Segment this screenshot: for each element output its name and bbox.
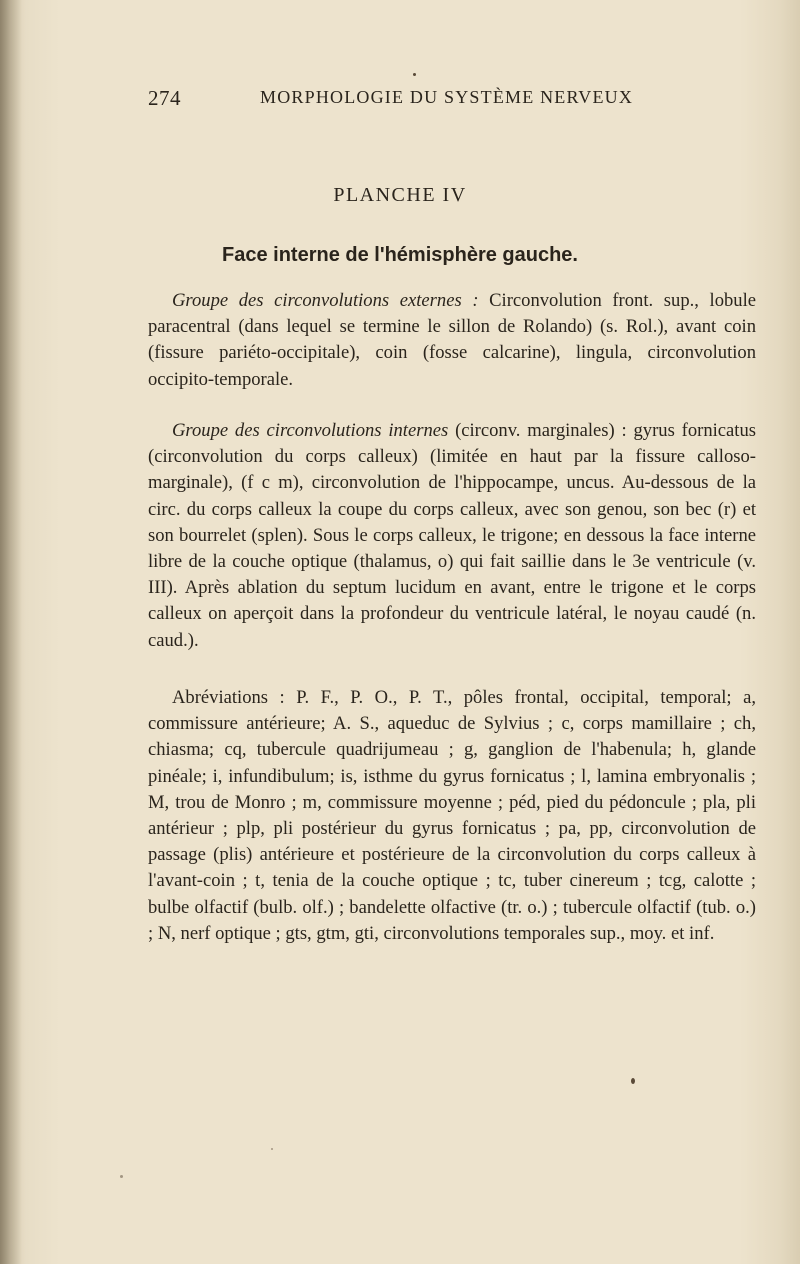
paragraph-internal-gyri	[148, 418, 756, 654]
paragraph-text: Abréviations : P. F., P. O., P. T., pôles frontal, occipital, temporal; a, commissure antérieure; A. S., aqueduc de Sylvius ; c, corps mamillaire ; ch, chiasma; cq, tubercule quadrijumeau ; g, ganglion de l'habenula; h, glande pinéale; i, infundibulum; is, isthme du gyrus fornicatus ; l, lamina embryonalis ; M, trou de Monro ; m, commissure moyenne ; péd, pied du pédoncule ; pla, pli antérieur ; plp, pli postérieur du gyrus fornicatus ; pa, pp, circonvolution de passage (plis) antérieure et postérieure de la circonvolution du corps calleux à l'avant-coin ; t, tenia de la couche optique ; tc, tuber cinereum ; tcg, calotte ; bulbe olfactif (bulb. olf.) ; bandelette olfactive (tr. o.) ; tubercule olfactif (tub. o.) ; N, nerf optique ; gts, gtm, gti, circonvolutions temporales sup., moy. et inf.	[148, 687, 756, 944]
paper-speck	[631, 1078, 635, 1084]
page-number: 274	[148, 86, 181, 110]
paragraph-text: Circonvolution front. sup., lobule paracentral (dans lequel se termine le sillon de Rolando) (s. Rol.), avant coin (fissure pariéto-occipitale), coin (fosse calcarine), lingula, circonvolution occipito-temporale.	[148, 290, 757, 390]
paper-speck	[413, 73, 416, 76]
paragraph-lead: Groupe des circonvolutions internes	[172, 420, 449, 441]
section-title: Face interne de l'hémisphère gauche.	[222, 244, 578, 266]
paragraph-abbreviations	[148, 685, 756, 947]
paragraph-lead: Groupe des circonvolutions externes :	[172, 290, 479, 311]
paper-speck	[271, 1148, 273, 1150]
paper-speck	[120, 1175, 123, 1178]
paragraph-external-gyri	[148, 288, 756, 393]
plate-label: PLANCHE IV	[333, 184, 467, 206]
paragraph-text: (circonv. marginales) : gyrus fornicatus (circonvolution du corps calleux) (limitée en haut par la fissure calloso-marginale), (f c m), circonvolution de l'hippocampe, uncus. Au-dessous de la circ. du corps calleux la coupe du corps calleux, avec son genou, son bec (r) et son bourrelet (splen). Sous le corps calleux, le trigone; en dessous la face interne libre de la couche optique (thalamus, o) qui fait saillie dans le 3e ventricule (v. III). Après ablation du septum lucidum en avant, entre le trigone et le corps calleux on aperçoit dans la profondeur du ventricule latéral, le noyau caudé (n. caud.).	[148, 420, 756, 651]
running-title: MORPHOLOGIE DU SYSTÈME NERVEUX	[260, 87, 634, 107]
running-head	[148, 86, 658, 114]
